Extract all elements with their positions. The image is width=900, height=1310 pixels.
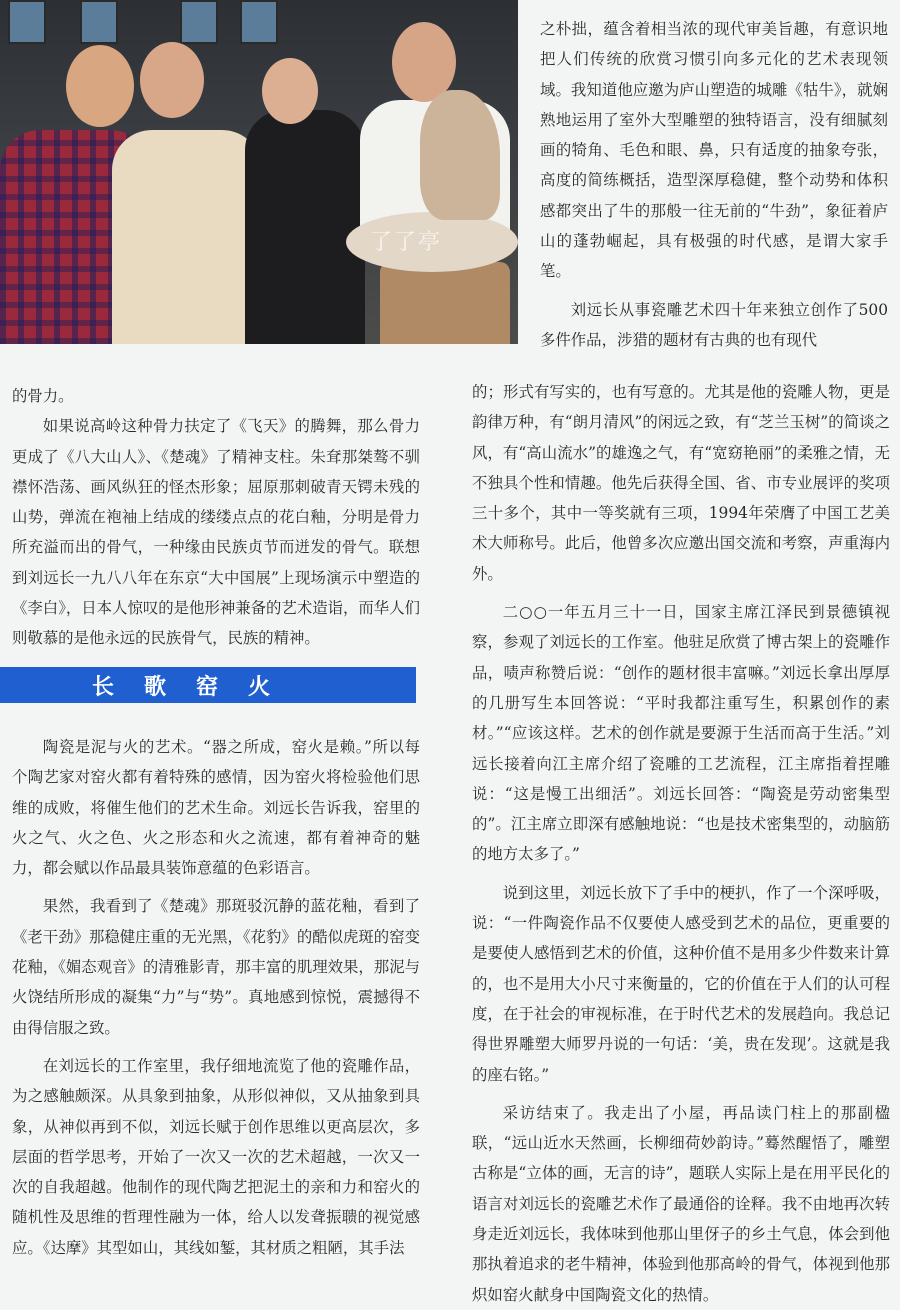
sculpture-stand <box>380 262 510 344</box>
paragraph: 如果说高岭这种骨力扶定了《飞天》的腾舞，那么骨力更成了《八大山人》、《楚魂》了精神支柱。朱耷那桀骜不驯襟怀浩荡、画风纵狂的怪杰形象；屈原那刺破青天锷未残的山势，弹流在袍袖上结成的缕缕点点的花白釉，分明是骨力所充溢而出的骨气，一种缘由民族贞节而迸发的骨气。联想到刘远长一九八八年在东京“大中国展”上现场演示中塑造的《李白》，日本人惊叹的是他形神兼备的艺术造诣，而华人们则敬慕的是他永远的民族骨气，民族的精神。 <box>12 417 420 648</box>
window-decor <box>8 0 46 44</box>
paragraph: 说到这里，刘远长放下了手中的梗扒，作了一个深呼吸，说：“一件陶瓷作品不仅要使人感受到艺术的品位，更重要的是要使人感悟到艺术的价值，这种价值不是用多少件数来计算的，也不是用大小尺寸来衡量的，它的价值在于人们的认可程度，在于社会的审视标准，在于时代艺术的发展趋向。我总记得世界雕塑大师罗丹说的一句话：‘美，贵在发现’。这就是我的座右铭。” <box>472 883 890 1084</box>
section-title: 长歌窑火 <box>0 667 416 703</box>
article-right-top <box>540 14 888 355</box>
photo-watermark: 了了亭 <box>370 230 443 255</box>
article-right <box>472 377 890 1310</box>
paragraph: 陶瓷是泥与火的艺术。“器之所成，窑火是赖。”所以每个陶艺家对窑火都有着特殊的感情，因为窑火将检验他们思维的成败，将催生他们的艺术生命。刘远长告诉我，窑里的火之气、火之色、火之形态和火之流速，都有着神奇的魅力，都会赋以作品最具装饰意蕴的色彩语言。 <box>12 738 420 878</box>
paragraph: 采访结束了。我走出了小屋，再品读门柱上的那副楹联，“远山近水天然画，长柳细荷妙韵诗。”蓦然醒悟了，雕塑古称是“立体的画，无言的诗”，题联人实际上是在用平民化的语言对刘远长的瓷雕艺术作了最通俗的诠释。我不由地再次转身走近刘远长，我体味到他那山里伢子的乡土气息，体会到他那执着追求的老牛精神，体验到他那高岭的骨气，体视到他那炽如窑火献身中国陶瓷文化的热情。 <box>472 1103 890 1304</box>
paragraph: 的；形式有写实的，也有写意的。尤其是他的瓷雕人物，更是韵律万种，有“朗月清风”的闲远之致，有“芝兰玉树”的简谈之风，有“高山流水”的雄逸之气，有“宽窈艳丽”的柔雅之情，无不独具个性和情趣。他先后获得全国、省、市专业展评的奖项三十多个，其中一等奖就有三项，1994年荣膺了中国工艺美术大师称号。此后，他曾多次应邀出国交流和考察，声重海内外。 <box>472 383 890 583</box>
paragraph: 在刘远长的工作室里，我仔细地流览了他的瓷雕作品，为之感触颇深。从具象到抽象，从形似神似，又从抽象到具象，从神似再到不似，刘远长赋于创作思维以更高层次，多层面的哲学思考，开始了一次又一次的艺术超越，一次又一次的自我超越。他制作的现代陶艺把泥土的亲和力和窑火的随机性及思维的哲理性融为一体，给人以发聋振聩的视觉感应。《达摩》其型如山，其线如錾，其材质之粗陋，其手法 <box>12 1056 420 1257</box>
paragraph: 的骨力。 <box>12 387 74 405</box>
paragraph: 二○○一年五月三十一日，国家主席江泽民到景德镇视察，参观了刘远长的工作室。他驻足欣赏了博古架上的瓷雕作品，啧声称赞后说：“创作的题材很丰富嘛。”刘远长拿出厚厚的几册写生本回答说：“平时我都注重写生，积累创作的素材。”“应该这样。艺术的创作就是要源于生活而高于生活。”刘远长接着向江主席介绍了瓷雕的工艺流程，江主席指着捏雕说：“这是慢工出细活”。刘远长回答：“陶瓷是劳动密集型的”。江主席立即深有感触地说：“也是技术密集型的，动脑筋的地方太多了。” <box>472 603 890 864</box>
paragraph: 之朴拙，蕴含着相当浓的现代审美旨趣，有意识地把人们传统的欣赏习惯引向多元化的艺术表现领域。我知道他应邀为庐山塑造的城雕《牯牛》，就娴熟地运用了室外大型雕塑的独特语言，没有细腻刻画的犄角、毛色和眼、鼻，只有适度的抽象夸张，高度的简练概括，造型深厚稳健，整个动势和体积感都突出了牛的那般一往无前的“牛劲”，象征着庐山的蓬勃崛起，具有极强的时代感，是谓大家手笔。 <box>540 20 888 281</box>
window-decor <box>240 0 278 44</box>
window-decor <box>180 0 218 44</box>
article-left <box>12 381 420 654</box>
window-decor <box>80 0 118 44</box>
paragraph: 果然，我看到了《楚魂》那斑驳沉静的蓝花釉，看到了《老干劲》那稳健庄重的无光黑，《花豹》的酷似虎斑的窑变花釉，《媚态观音》的清雅影青，那丰富的肌理效果，那泥与火饶结所形成的凝集“力”与“势”。真地感到惊悦，震撼得不由得信服之致。 <box>12 897 420 1037</box>
horse-sculpture <box>420 90 500 220</box>
article-left-lower <box>12 732 420 1263</box>
paragraph: 刘远长从事瓷雕艺术四十年来独立创作了500多件作品，涉猎的题材有古典的也有现代 <box>540 300 888 349</box>
photo-visit-scene <box>0 0 518 344</box>
